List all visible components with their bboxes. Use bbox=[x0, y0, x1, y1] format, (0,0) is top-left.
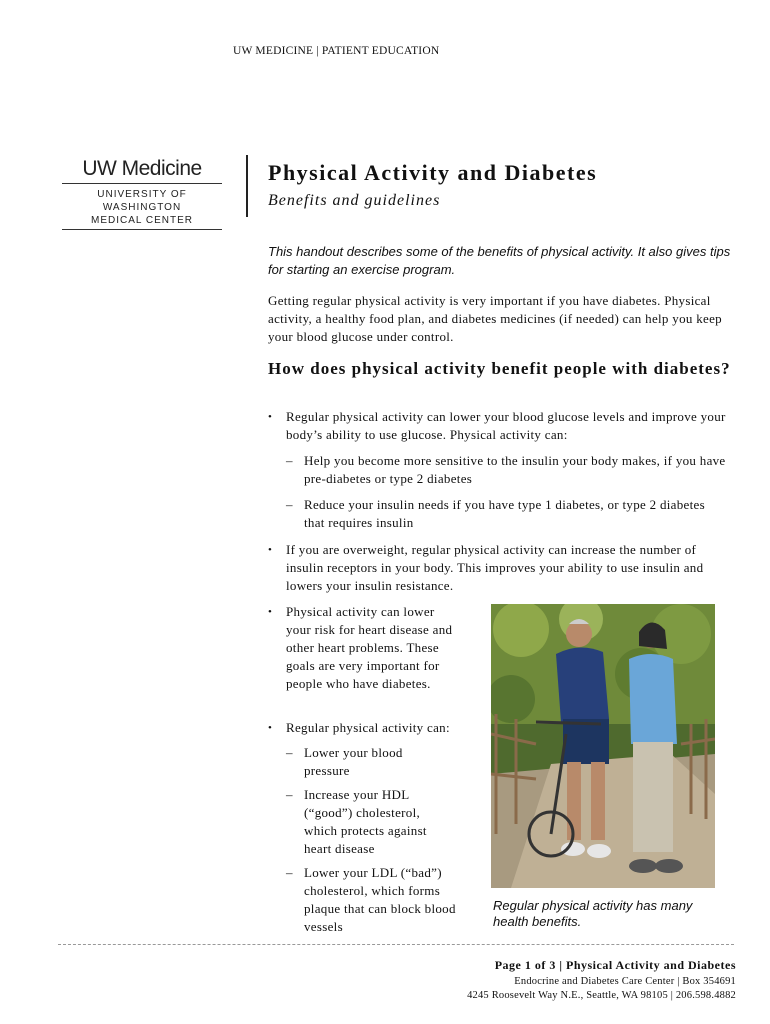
intro-paragraph: Getting regular physical activity is very important if you have diabetes. Physical activity, a healthy food plan, and diabetes medicines (if needed) can help you keep your blood glucose under control. bbox=[268, 293, 722, 344]
sub-list-text: Increase your HDL (“good”) cholesterol, which protects against heart disease bbox=[304, 787, 427, 856]
bullet-text: Physical activity can lower your risk for heart disease and other heart problems. These goals are very important for people who have diabetes. bbox=[286, 604, 453, 691]
sub-list-item bbox=[286, 452, 726, 488]
footer-address: 4245 Roosevelt Way N.E., Seattle, WA 98105 | 206.598.4882 bbox=[467, 990, 736, 1001]
sub-list-item bbox=[286, 744, 436, 780]
document-title: Physical Activity and Diabetes bbox=[268, 160, 598, 185]
header-label: UW MEDICINE | PATIENT EDUCATION bbox=[233, 45, 440, 57]
document-subtitle: Benefits and guidelines bbox=[268, 192, 441, 209]
sub-list-item bbox=[286, 786, 456, 858]
bullet-marker: • bbox=[268, 722, 273, 734]
bullet-item bbox=[268, 541, 730, 595]
bullet-item bbox=[268, 719, 478, 737]
bullet-marker: • bbox=[268, 544, 273, 556]
bullet-marker: • bbox=[268, 411, 273, 423]
bullet-text: Regular physical activity can lower your blood glucose levels and improve your body’s ability to use glucose. Physical activity can: bbox=[286, 409, 726, 442]
bullet-item bbox=[268, 408, 728, 444]
footer-divider bbox=[58, 944, 734, 945]
bullet-text: If you are overweight, regular physical activity can increase the number of insulin receptors in your body. This improves your ability to use insulin and lowers your insulin resistance. bbox=[286, 542, 704, 593]
dash-marker: – bbox=[286, 453, 293, 468]
footer-department: Endocrine and Diabetes Care Center | Box 354691 bbox=[514, 976, 736, 987]
section-heading: How does physical activity benefit people with diabetes? bbox=[268, 359, 731, 378]
logo-center-line: MEDICAL CENTER bbox=[91, 215, 193, 226]
sub-list-text: Reduce your insulin needs if you have type 1 diabetes, or type 2 diabetes that requires insulin bbox=[304, 497, 705, 530]
sub-list-item bbox=[286, 496, 706, 532]
logo-divider bbox=[62, 183, 222, 184]
photo-caption: Regular physical activity has many health benefits. bbox=[493, 898, 693, 929]
uw-medicine-logo bbox=[62, 158, 222, 230]
logo-bottom-divider bbox=[62, 229, 222, 230]
dash-marker: – bbox=[286, 865, 293, 880]
dash-marker: – bbox=[286, 745, 293, 760]
sub-list-text: Lower your LDL (“bad”) cholesterol, which forms plaque that can block blood vessels bbox=[304, 865, 456, 934]
sub-list-item bbox=[286, 864, 466, 936]
bullet-text: Regular physical activity can: bbox=[286, 720, 450, 735]
sub-list-text: Help you become more sensitive to the insulin your body makes, if you have pre-diabetes or type 2 diabetes bbox=[304, 453, 726, 486]
sub-list-text: Lower your blood pressure bbox=[304, 745, 403, 778]
bullet-marker: • bbox=[268, 606, 273, 618]
dash-marker: – bbox=[286, 787, 293, 802]
header-vertical-rule bbox=[246, 155, 248, 217]
logo-wordmark: UW Medicine bbox=[82, 157, 202, 180]
walking-couple-photo bbox=[491, 604, 715, 888]
intro-text: This handout describes some of the benefits of physical activity. It also gives tips for starting an exercise program. bbox=[268, 244, 731, 277]
logo-university-line: UNIVERSITY OF WASHINGTON bbox=[97, 189, 187, 213]
footer-page-title: Page 1 of 3 | Physical Activity and Diabetes bbox=[494, 958, 736, 972]
bullet-item bbox=[268, 603, 463, 693]
dash-marker: – bbox=[286, 497, 293, 512]
